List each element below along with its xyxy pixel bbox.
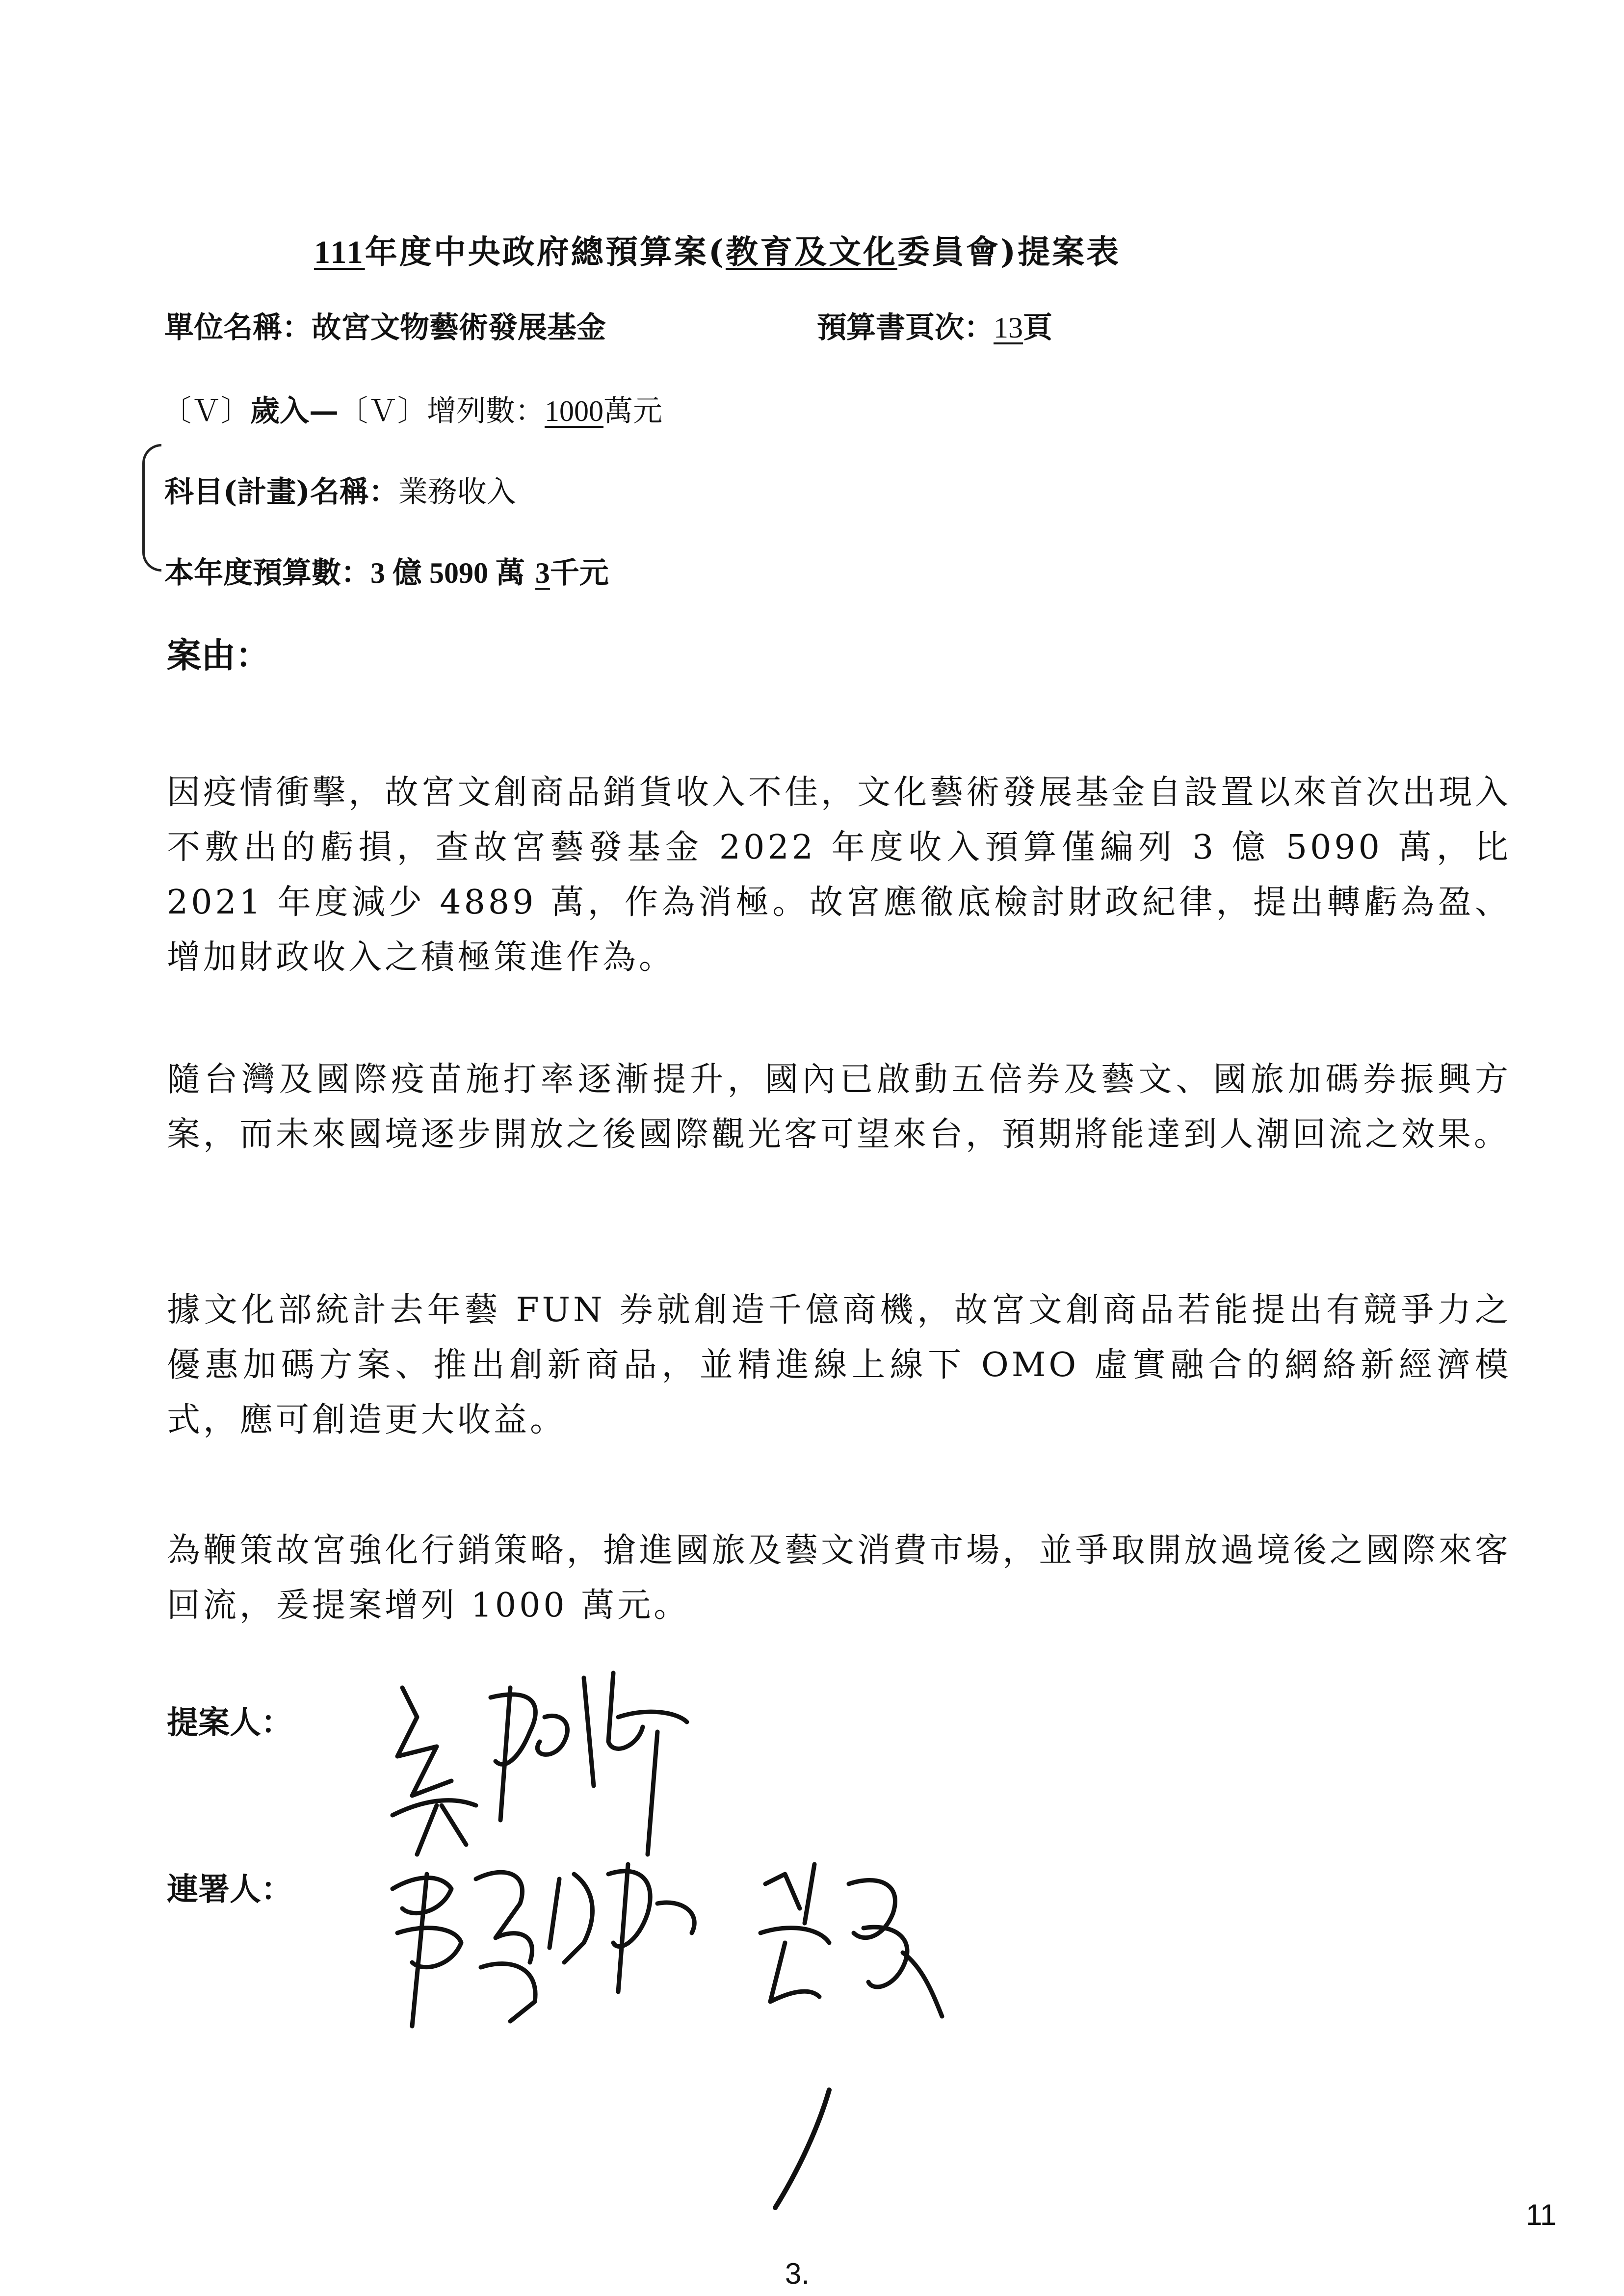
cosigner-label: 連署人： [167,1871,292,1908]
title-part1: 年度中央政府總預算案( [365,233,726,271]
proposer-signature [383,1658,726,1866]
budget-page-row [817,304,1052,346]
paragraph-3: 據文化部統計去年藝 FUN 券就創造千億商機，故宮文創商品若能提出有競爭力之優惠加碼方案、推出創新商品，並精進線上線下 OMO 虛實融合的網絡新經濟模式，應可創造更大收益。 [167,1291,1511,1439]
paragraph-2: 隨台灣及國際疫苗施打率逐漸提升，國內已啟動五倍券及藝文、國旅加碼券振興方案，而未來國境逐步開放之後國際觀光客可望來台，預期將能達到人潮回流之效果。 [167,1060,1511,1154]
budget-page-suffix: 頁 [1023,311,1052,345]
reason-label: 案由： [167,635,270,676]
unit-value: 故宮文物藝術發展基金 [312,311,606,345]
page-number-bottom: 3. [785,2257,810,2290]
slash-drawing [765,2085,844,2213]
annual-budget-value-c: 千元 [550,556,609,590]
budget-page-label: 預算書頁次： [817,311,994,345]
signature-drawing [756,1854,962,2031]
bracket-decoration [142,444,161,572]
handwritten-slash-mark [765,2085,844,2215]
annual-budget-label: 本年度預算數： [164,556,370,590]
signature-drawing [383,1845,726,2051]
cosigner-signature-1 [383,1845,726,2053]
title-committee: 教育及文化 [725,233,897,271]
paragraph-1: 因疫情衝擊，故宮文創商品銷貨收入不佳，文化藝術發展基金自設置以來首次出現入不敷出的虧損，查故宮藝發基金 2022 年度收入預算僅編列 3 億 5090 萬，比 2021 年度減少 4889 萬，作為消極。故宮應徹底檢討財政紀律，提出轉虧為盈、增加財政收入之積極策進作為。 [167,773,1511,977]
annual-budget-value-a: 3 億 5090 萬 [370,557,525,589]
title-year: 111 [314,235,365,270]
subject-row [164,469,516,511]
revenue-check-1: 〔Ｖ〕 [162,394,250,428]
page-number-corner: 11 [1526,2198,1557,2231]
subject-label: 科目(計畫)名稱： [164,475,398,509]
document-title [314,226,1121,272]
paragraph-4: 為鞭策故宮強化行銷策略，搶進國旅及藝文消費市場，並爭取開放過境後之國際來客回流，爰提案增列 1000 萬元。 [167,1531,1511,1625]
unit-label: 單位名稱： [164,311,312,345]
revenue-type: 歲入— [250,394,339,428]
cosigner-signature-2 [756,1854,962,2033]
revenue-check-2: 〔Ｖ〕 [339,394,427,428]
revenue-unit: 萬元 [603,394,662,428]
signature-drawing [383,1658,726,1864]
revenue-action: 增列數： [427,394,545,428]
revenue-amount: 1000 [545,395,603,427]
revenue-row [162,388,662,430]
unit-row [164,304,606,346]
subject-value: 業務收入 [398,475,516,509]
annual-budget-row [164,549,609,592]
proposer-label: 提案人： [167,1704,292,1741]
budget-page-value: 13 [994,312,1023,344]
title-part2: 委員會)提案表 [897,233,1121,271]
annual-budget-value-b: 3 [535,557,550,589]
